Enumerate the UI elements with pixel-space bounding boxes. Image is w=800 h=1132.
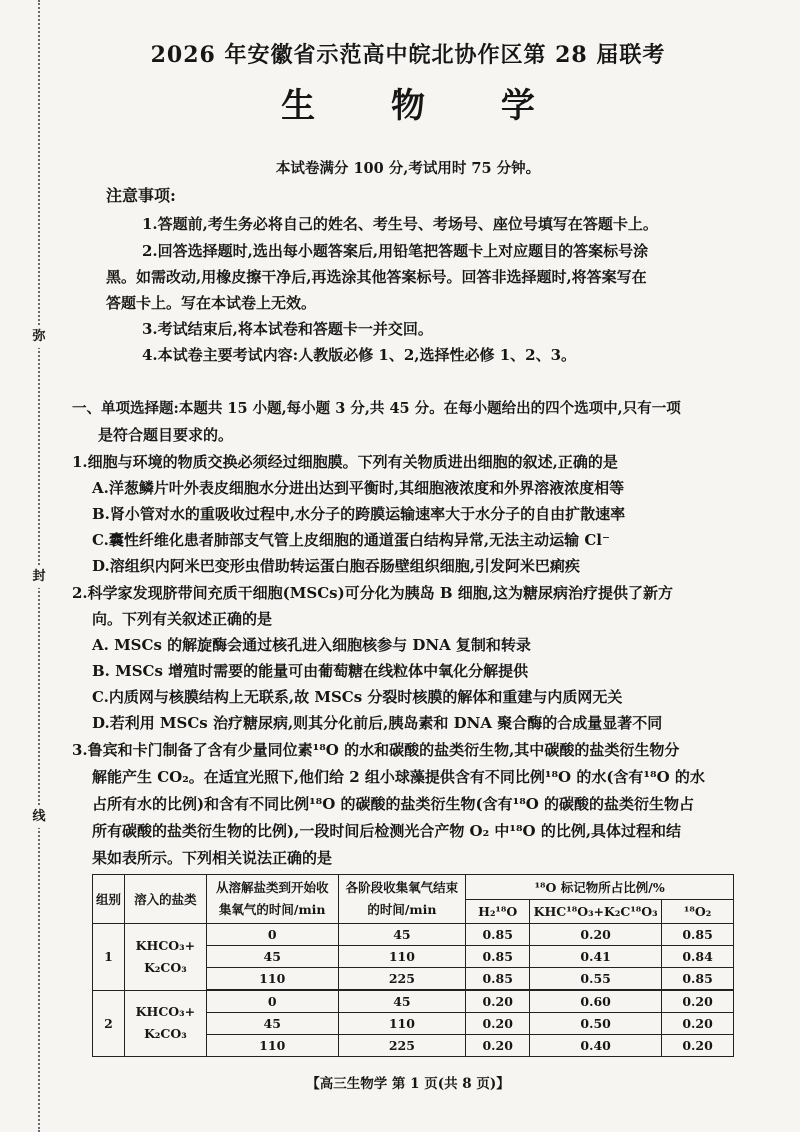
question-2-option-b: B. MSCs 增殖时需要的能量可由葡萄糖在线粒体中氧化分解提供 xyxy=(92,662,529,680)
binding-mark-feng: 封 xyxy=(28,566,50,588)
question-3-line-5: 果如表所示。下列相关说法正确的是 xyxy=(92,849,333,867)
binding-mark-mi: 弥 xyxy=(28,326,50,348)
header-end-time: 各阶段收集氧气结束的时间/min xyxy=(338,875,466,924)
note-item-2-cont: 黑。如需改动,用橡皮擦干净后,再选涂其他答案标号。回答非选择题时,将答案写在 xyxy=(106,268,647,286)
table-cell: 0.20 xyxy=(662,1035,734,1057)
table-cell: 45 xyxy=(206,946,338,968)
header-h2o: H₂¹⁸O xyxy=(466,899,530,924)
question-3-line-3: 占所有水的比例)和含有不同比例¹⁸O 的碳酸的盐类衍生物(含有¹⁸O 的碳酸的盐类衍生物占 xyxy=(92,795,695,813)
table-cell: 45 xyxy=(206,1013,338,1035)
question-1-option-b: B.肾小管对水的重吸收过程中,水分子的跨膜运输速率大于水分子的自由扩散速率 xyxy=(92,505,626,523)
exam-title: 2026 年安徽省示范高中皖北协作区第 28 届联考 xyxy=(150,42,666,68)
note-item-4: 4.本试卷主要考试内容:人教版必修 1、2,选择性必修 1、2、3。 xyxy=(142,346,577,364)
table-cell: 110 xyxy=(206,1035,338,1057)
notes-title: 注意事项: xyxy=(106,186,176,205)
table-cell: 225 xyxy=(338,968,466,991)
question-2-option-d: D.若利用 MSCs 治疗糖尿病,则其分化前后,胰岛素和 DNA 聚合酶的合成量显著不同 xyxy=(92,714,663,732)
subject-title: 生 物 学 xyxy=(281,86,567,126)
table-cell: 110 xyxy=(338,1013,466,1035)
group-id-cell: 2 xyxy=(93,990,125,1057)
table-cell: 0.40 xyxy=(530,1035,662,1057)
table-cell: 0.20 xyxy=(466,990,530,1013)
section-heading-cont: 是符合题目要求的。 xyxy=(98,426,234,444)
table-cell: 0.85 xyxy=(466,968,530,991)
table-cell: 45 xyxy=(338,924,466,946)
table-cell: 0.20 xyxy=(530,924,662,946)
salt-cell: KHCO₃+ K₂CO₃ xyxy=(124,990,206,1057)
question-2-option-c: C.内质网与核膜结构上无联系,故 MSCs 分裂时核膜的解体和重建与内质网无关 xyxy=(92,688,623,706)
table-cell: 45 xyxy=(338,990,466,1013)
table-cell: 0.85 xyxy=(466,924,530,946)
question-1-option-c: C.囊性纤维化患者肺部支气管上皮细胞的通道蛋白结构异常,无法主动运输 Cl⁻ xyxy=(92,531,610,549)
table-cell: 0 xyxy=(206,924,338,946)
note-item-3: 3.考试结束后,将本试卷和答题卡一并交回。 xyxy=(142,320,433,338)
header-o2: ¹⁸O₂ xyxy=(662,899,734,924)
question-2-option-a: A. MSCs 的解旋酶会通过核孔进入细胞核参与 DNA 复制和转录 xyxy=(92,636,531,654)
salt-cell: KHCO₃+ K₂CO₃ xyxy=(124,924,206,991)
table-cell: 0 xyxy=(206,990,338,1013)
table-cell: 0.20 xyxy=(662,990,734,1013)
table-cell: 0.60 xyxy=(530,990,662,1013)
table-cell: 0.85 xyxy=(662,924,734,946)
question-1-option-d: D.溶组织内阿米巴变形虫借助转运蛋白胞吞肠壁组织细胞,引发阿米巴痢疾 xyxy=(92,557,580,575)
note-item-2: 2.回答选择题时,选出每小题答案后,用铅笔把答题卡上对应题目的答案标号涂 xyxy=(142,242,649,260)
question-3-line-4: 所有碳酸的盐类衍生物的比例),一段时间后检测光合产物 O₂ 中¹⁸O 的比例,具体过程和结 xyxy=(92,822,682,840)
table-cell: 0.20 xyxy=(662,1013,734,1035)
table-cell: 0.85 xyxy=(466,946,530,968)
page-footer: 【高三生物学 第 1 页(共 8 页)】 xyxy=(306,1076,510,1092)
note-item-1: 1.答题前,考生务必将自己的姓名、考生号、考场号、座位号填写在答题卡上。 xyxy=(142,215,658,233)
group-id-cell: 1 xyxy=(93,924,125,991)
header-start-time: 从溶解盐类到开始收集氧气的时间/min xyxy=(206,875,338,924)
question-1-stem: 1.细胞与环境的物质交换必须经过细胞膜。下列有关物质进出细胞的叙述,正确的是 xyxy=(72,453,618,471)
section-heading: 一、单项选择题:本题共 15 小题,每小题 3 分,共 45 分。在每小题给出的四个选项中,只有一项 xyxy=(72,400,681,417)
note-item-2-cont2: 答题卡上。写在本试卷上无效。 xyxy=(106,294,317,312)
question-3-line-2: 解能产生 CO₂。在适宜光照下,他们给 2 组小球藻提供含有不同比例¹⁸O 的水(含有¹⁸O 的水 xyxy=(92,768,705,786)
header-salt: 溶入的盐类 xyxy=(124,875,206,924)
table-cell: 0.20 xyxy=(466,1035,530,1057)
table-cell: 225 xyxy=(338,1035,466,1057)
table-cell: 110 xyxy=(338,946,466,968)
score-line: 本试卷满分 100 分,考试用时 75 分钟。 xyxy=(275,160,541,177)
table-cell: 0.84 xyxy=(662,946,734,968)
table-cell: 0.41 xyxy=(530,946,662,968)
question-1-option-a: A.洋葱鳞片叶外表皮细胞水分进出达到平衡时,其细胞液浓度和外界溶液浓度相等 xyxy=(92,479,625,497)
table-cell: 0.20 xyxy=(466,1013,530,1035)
header-carbonate: KHC¹⁸O₃+K₂C¹⁸O₃ xyxy=(530,899,662,924)
binding-mark-xian: 线 xyxy=(28,806,50,828)
table-cell: 0.55 xyxy=(530,968,662,991)
table-cell: 0.50 xyxy=(530,1013,662,1035)
table-cell: 0.85 xyxy=(662,968,734,991)
table-row xyxy=(93,924,734,946)
experiment-table xyxy=(92,874,734,1057)
question-2-stem-cont: 向。下列有关叙述正确的是 xyxy=(92,610,273,628)
question-2-stem: 2.科学家发现脐带间充质干细胞(MSCs)可分化为胰岛 B 细胞,这为糖尿病治疗提供了新方 xyxy=(72,584,674,602)
header-ratio: ¹⁸O 标记物所占比例/% xyxy=(466,875,734,900)
header-group: 组别 xyxy=(93,875,125,924)
table-cell: 110 xyxy=(206,968,338,991)
table-row xyxy=(93,990,734,1013)
question-3-line-1: 3.鲁宾和卡门制备了含有少量同位素¹⁸O 的水和碳酸的盐类衍生物,其中碳酸的盐类衍生物分 xyxy=(72,741,680,759)
